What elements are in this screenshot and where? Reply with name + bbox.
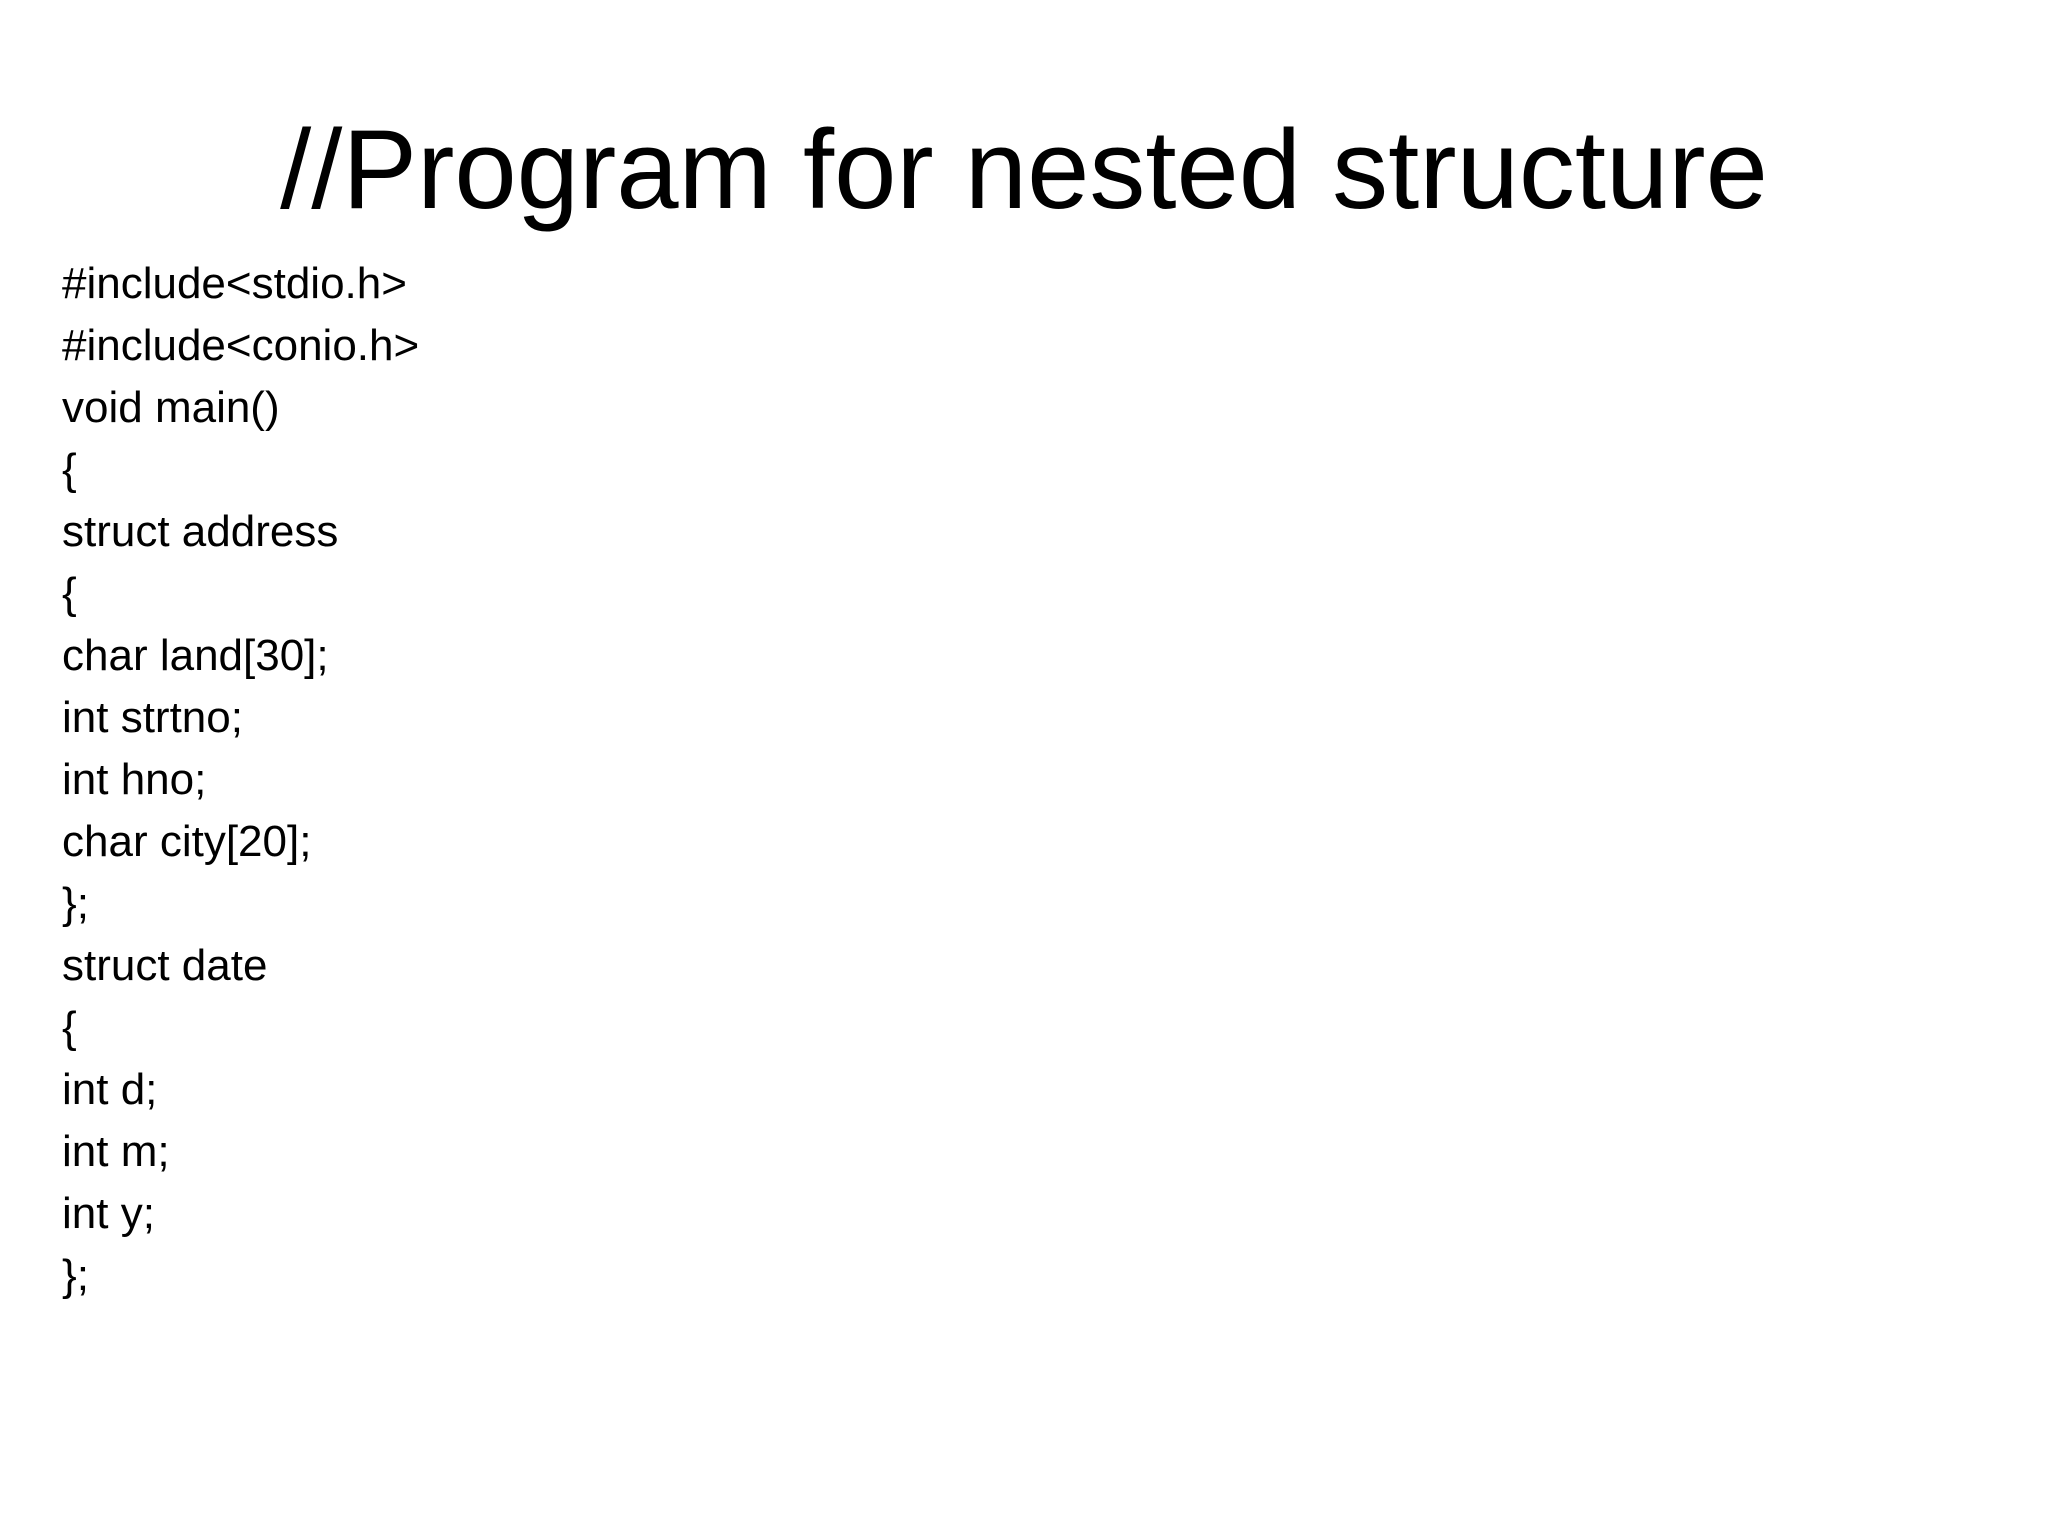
- code-line: int m;: [62, 1127, 170, 1176]
- code-line: {: [62, 445, 77, 494]
- code-line: {: [62, 1003, 77, 1052]
- code-line: };: [62, 1251, 89, 1300]
- code-line: };: [62, 879, 89, 928]
- code-line: int strtno;: [62, 693, 243, 742]
- code-line: char land[30];: [62, 631, 329, 680]
- code-listing: [62, 253, 1962, 1307]
- code-line: char city[20];: [62, 817, 312, 866]
- code-line: struct address: [62, 507, 339, 556]
- code-line: int d;: [62, 1065, 158, 1114]
- code-line: {: [62, 569, 77, 618]
- code-line: #include<stdio.h>: [62, 259, 407, 308]
- slide-title: //Program for nested structure: [280, 107, 1768, 232]
- code-line: void main(): [62, 383, 280, 432]
- code-line: int hno;: [62, 755, 207, 804]
- code-line: #include<conio.h>: [62, 321, 420, 370]
- code-line: int y;: [62, 1189, 155, 1238]
- code-line: struct date: [62, 941, 268, 990]
